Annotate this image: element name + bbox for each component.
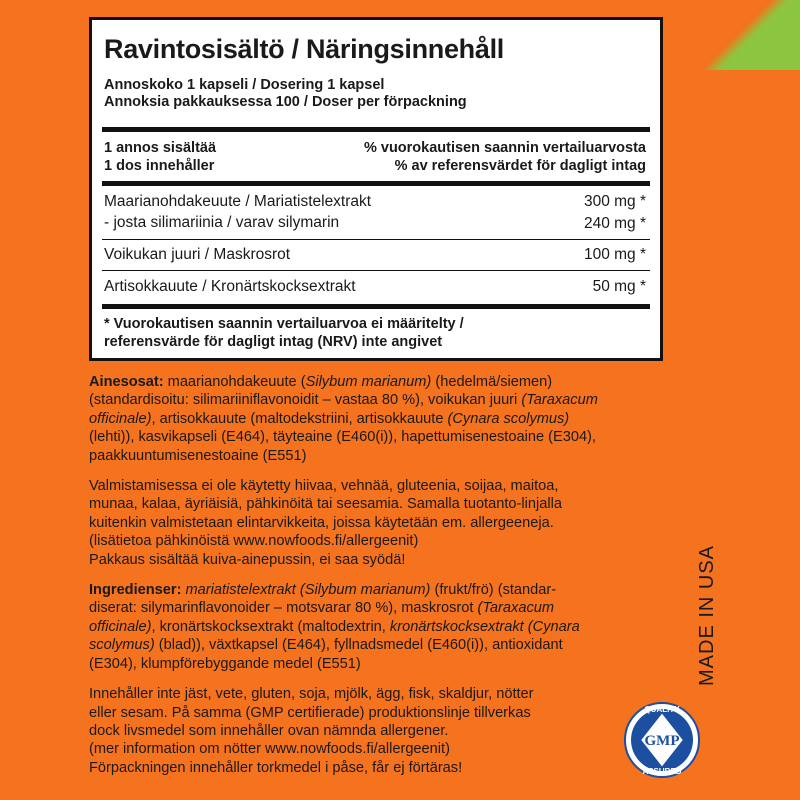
nutrient-name: Voikukan juuri / Maskrosrot bbox=[104, 246, 291, 263]
gmp-badge-center-text: GMP bbox=[644, 733, 680, 749]
nutrient-name: Maarianohdakeuute / Mariatistelextrakt bbox=[104, 193, 372, 210]
text: maarianohdakeuute ( bbox=[163, 374, 306, 390]
made-in-usa-label: MADE IN USA bbox=[696, 544, 718, 686]
reference-intake-header-fi: % vuorokautisen saannin vertailuarvosta bbox=[363, 140, 646, 156]
latin-name: mariatistelextrakt (Silybum marianum) bbox=[181, 582, 431, 599]
nrv-footnote-fi: * Vuorokautisen saannin vertailuarvoa ei määritelty / bbox=[104, 316, 464, 332]
allergens-fi-line: munaa, kalaa, äyriäisiä, pähkinöitä tai seesamia. Samalla tuotanto-linjalla bbox=[89, 496, 562, 513]
reference-intake-header-sv: % av referensvärdet för dagligt intag bbox=[394, 158, 646, 174]
serving-info bbox=[104, 77, 467, 111]
allergens-fi-line: Valmistamisessa ei ole käytetty hiivaa, vehnää, gluteenia, soijaa, maitoa, bbox=[89, 478, 559, 495]
text: (blad)), växtkapsel (E464), fyllnadsmedel (E460(i)), antioxidant (E304), klumpförebyggande medel (E551) bbox=[89, 637, 563, 672]
text: , kronärtskocksextrakt (maltodextrin, bbox=[151, 618, 390, 635]
green-corner-decoration bbox=[690, 0, 800, 70]
serving-size: Annoskoko 1 kapseli / Dosering 1 kapsel bbox=[104, 77, 385, 93]
divider-thick bbox=[102, 127, 650, 132]
allergens-fi-line: (lisätietoa pähkinöistä www.nowfoods.fi/allergeenit) bbox=[89, 533, 419, 550]
allergens-sv-line: dock livsmedel som innehåller ovan nämnda allergener. bbox=[89, 722, 449, 739]
latin-name: (Taraxacum officinale) bbox=[89, 392, 598, 427]
allergens-fi-line: kuitenkin valmistetaan elintarvikkeita, joissa käytetään em. allergeeneja. bbox=[89, 514, 554, 531]
nutrient-amount: 300 mg * bbox=[583, 193, 646, 210]
allergens-sv bbox=[89, 685, 689, 777]
nutrient-amount: 100 mg * bbox=[583, 246, 646, 263]
nutrient-amount: 240 mg * bbox=[583, 215, 646, 232]
panel-title: Ravintosisältö / Näringsinnehåll bbox=[104, 34, 504, 64]
nutrient-name: Artisokkauute / Kronärtskocksextrakt bbox=[104, 278, 356, 295]
ingredients-text-area bbox=[89, 373, 689, 789]
ingredients-sv-label: Ingredienser: bbox=[89, 582, 182, 599]
divider-thick bbox=[102, 304, 650, 309]
latin-name: (Taraxacum officinale) bbox=[89, 600, 555, 635]
per-dose-header-fi: 1 annos sisältää bbox=[104, 140, 217, 156]
ingredients-fi-label: Ainesosat: bbox=[89, 374, 164, 390]
nutrient-name: - josta silimariinia / varav silymarin bbox=[104, 214, 340, 231]
allergens-sv-line: Förpackningen innehåller torkmedel i påse, får ej förtäras! bbox=[89, 759, 463, 776]
per-dose-header bbox=[104, 139, 216, 175]
servings-per-pack: Annoksia pakkauksessa 100 / Doser per förpackning bbox=[104, 94, 467, 110]
text: (lehti)), kasvikapseli (E464), täyteaine (E460(i)), hapettumisenestoaine (E304), paakkuuntumisenestoaine (E551) bbox=[89, 429, 596, 464]
allergens-sv-line: Innehåller inte jäst, vete, gluten, soja, mjölk, ägg, fisk, skaldjur, nötter bbox=[89, 686, 534, 703]
divider-thin bbox=[102, 270, 650, 271]
allergens-fi-line: Pakkaus sisältää kuiva-ainepussin, ei saa syödä! bbox=[89, 551, 406, 568]
ingredients-sv bbox=[89, 581, 589, 673]
allergens-fi bbox=[89, 477, 689, 569]
gmp-badge-top-text: QUALITY bbox=[644, 705, 680, 714]
nrv-footnote-sv: referensvärde för dagligt intag (NRV) inte angivet bbox=[104, 334, 443, 350]
gmp-badge-bottom-text: ASSURED bbox=[642, 767, 682, 776]
nutrient-amount: 50 mg * bbox=[592, 278, 646, 295]
divider-thick bbox=[102, 181, 650, 186]
nutrition-facts-panel bbox=[89, 17, 663, 361]
gmp-quality-badge-icon bbox=[622, 700, 702, 780]
latin-name: kronärtskocksextrakt (Cynara scolymus) bbox=[89, 618, 580, 654]
reference-intake-header bbox=[364, 139, 646, 175]
allergens-sv-line: (mer information om nötter www.nowfoods.fi/allergeenit) bbox=[89, 741, 450, 758]
text: (frukt/frö) (standar-diserat: silymarinflavonoider – motsvarar 80 %), maskrosrot bbox=[89, 582, 557, 617]
divider-thin bbox=[102, 239, 650, 240]
allergens-sv-line: eller sesam. På samma (GMP certifierade) produktionslinje tillverkas bbox=[89, 704, 531, 721]
nrv-footnote bbox=[104, 315, 464, 351]
text: (hedelmä/siemen) (standardisoitu: silimariiniflavonoidit – vastaa 80 %), voikukan juuri bbox=[89, 374, 553, 409]
text: , artisokkauute (maltodekstriini, artisokkauute bbox=[151, 410, 448, 427]
latin-name: (Cynara scolymus) bbox=[447, 410, 570, 427]
latin-name: Silybum marianum) bbox=[305, 374, 432, 390]
per-dose-header-sv: 1 dos innehåller bbox=[104, 158, 215, 174]
ingredients-fi bbox=[89, 373, 609, 465]
